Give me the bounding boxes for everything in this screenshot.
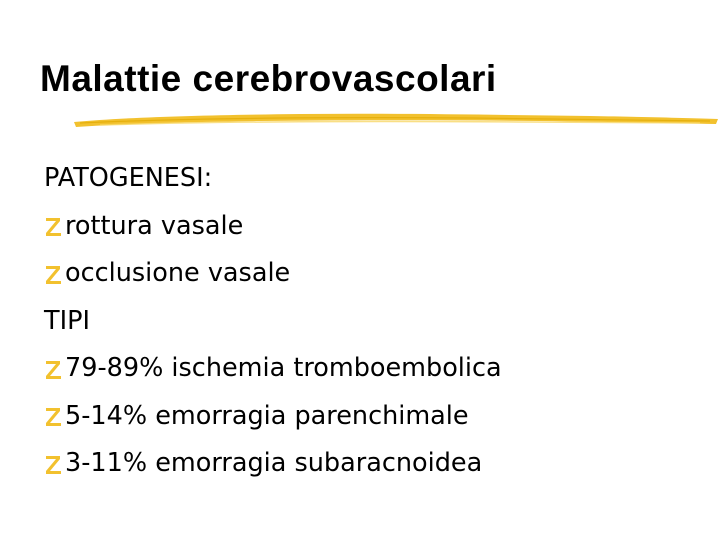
bullet-text: occlusione vasale xyxy=(65,258,291,288)
z-bullet-icon xyxy=(44,215,63,237)
z-bullet-icon xyxy=(44,358,63,380)
content-list xyxy=(44,155,502,488)
bullet-item xyxy=(44,203,502,251)
bullet-item xyxy=(44,345,502,393)
section-heading xyxy=(44,155,502,203)
z-bullet-icon xyxy=(44,405,63,427)
bullet-text: 3-11% emorragia subaracnoidea xyxy=(65,448,483,478)
heading-text: PATOGENESI: xyxy=(44,163,213,193)
z-bullet-icon xyxy=(44,263,63,285)
bullet-item xyxy=(44,440,502,488)
bullet-text: 5-14% emorragia parenchimale xyxy=(65,400,469,431)
heading-text: TIPI xyxy=(44,305,90,336)
z-bullet-icon xyxy=(44,453,63,475)
slide-title: Malattie cerebrovascolari xyxy=(40,58,497,99)
bullet-text: rottura vasale xyxy=(65,210,244,241)
bullet-text: 79-89% ischemia tromboembolica xyxy=(65,353,502,383)
bullet-item xyxy=(44,393,502,441)
section-heading xyxy=(44,298,502,346)
title-underline-brushstroke xyxy=(70,106,720,130)
bullet-item xyxy=(44,250,502,298)
